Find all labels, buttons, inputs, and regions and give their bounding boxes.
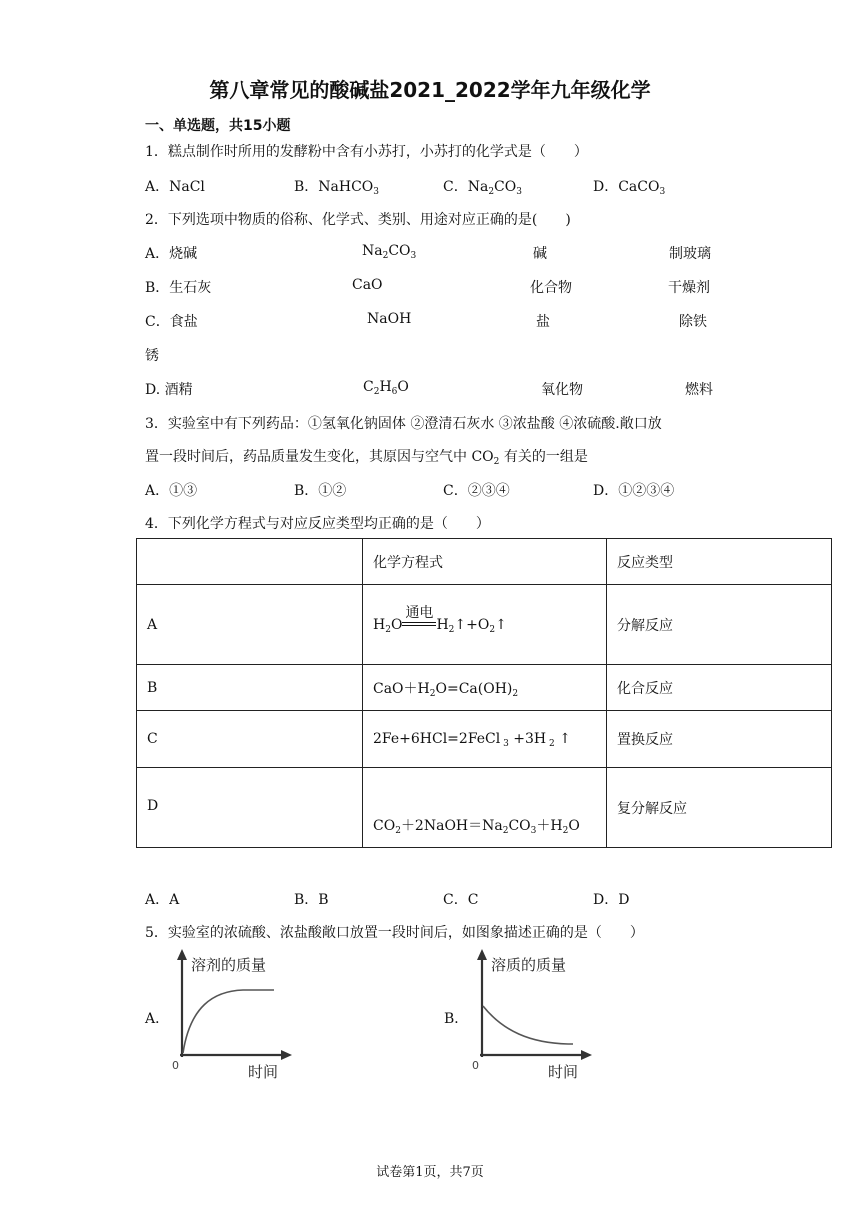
table-row bbox=[137, 711, 832, 768]
table-header-type: 反应类型 bbox=[607, 539, 832, 585]
type-b: 化合反应 bbox=[607, 665, 832, 711]
row-label: C bbox=[137, 711, 363, 768]
q3-stem-line1: 3．实验室中有下列药品：①氢氧化钠固体 ②澄清石灰水 ③浓盐酸 ④浓硫酸.敞口放 bbox=[145, 416, 662, 432]
graph-a-ylabel: 溶剂的质量 bbox=[191, 956, 267, 974]
table-row bbox=[137, 768, 832, 848]
q1-option-b: B．NaHCO$_3$ bbox=[294, 179, 380, 197]
q3-option-a: A．①③ bbox=[145, 483, 198, 499]
y-axis-arrow bbox=[477, 949, 487, 960]
table-header-equation: 化学方程式 bbox=[363, 539, 607, 585]
q2-row-b-formula: CaO bbox=[352, 277, 383, 293]
q4-stem: 4．下列化学方程式与对应反应类型均正确的是（ ） bbox=[145, 516, 490, 532]
table-header-row bbox=[137, 539, 832, 585]
y-axis-arrow bbox=[177, 949, 187, 960]
q4-option-b: B．B bbox=[294, 892, 329, 908]
row-label: B bbox=[137, 665, 363, 711]
q1-option-a: A．NaCl bbox=[145, 179, 205, 195]
q5-option-a-label: A． bbox=[145, 1011, 170, 1027]
q2-stem: 2．下列选项中物质的俗称、化学式、类别、用途对应正确的是( ) bbox=[145, 212, 571, 228]
q2-row-c-type: 盐 bbox=[536, 314, 550, 330]
row-label: D bbox=[137, 768, 363, 848]
graph-b-origin: 0 bbox=[472, 1059, 479, 1072]
q3-option-c: C．②③④ bbox=[443, 483, 510, 499]
q5-stem: 5．实验室的浓硫酸、浓盐酸敞口放置一段时间后，如图象描述正确的是（ ） bbox=[145, 925, 644, 941]
graph-b-xlabel: 时间 bbox=[548, 1063, 579, 1081]
q4-option-c: C．C bbox=[443, 892, 479, 908]
equation-b: $CaO+H_2O=Ca(OH)_2$ bbox=[363, 665, 607, 711]
q3-option-b: B．①② bbox=[294, 483, 347, 499]
q2-row-c-label: C．食盐 bbox=[145, 314, 198, 330]
type-a: 分解反应 bbox=[607, 585, 832, 665]
x-axis-arrow bbox=[581, 1050, 592, 1060]
q4-option-a: A．A bbox=[145, 892, 180, 908]
equation-d: $CO_2+2NaOH=Na_2CO_3+H_2O$ bbox=[363, 768, 607, 848]
q1-option-d: D．CaCO$_3$ bbox=[593, 179, 666, 197]
q2-row-a-label: A．烧碱 bbox=[145, 246, 198, 262]
type-d: 复分解反应 bbox=[607, 768, 832, 848]
q4-table bbox=[136, 538, 832, 848]
q2-row-a-type: 碱 bbox=[533, 246, 547, 262]
q2-row-a-use: 制玻璃 bbox=[669, 246, 711, 262]
curve-b bbox=[483, 1006, 573, 1044]
page-title: 第八章常见的酸碱盐2021_2022学年九年级化学 bbox=[209, 78, 651, 102]
q1-stem: 1．糕点制作时所用的发酵粉中含有小苏打，小苏打的化学式是（ ） bbox=[145, 144, 588, 160]
equation-c: 2Fe+6HCl=2FeCl $_3$ +3H $_2$ ↑ bbox=[363, 711, 607, 768]
type-c: 置换反应 bbox=[607, 711, 832, 768]
q3-stem-line2: 置一段时间后，药品质量发生变化，其原因与空气中 $CO_2$ 有关的一组是 bbox=[145, 449, 588, 467]
q4-option-d: D．D bbox=[593, 892, 630, 908]
graph-b bbox=[468, 945, 598, 1085]
table-row bbox=[137, 665, 832, 711]
table-cell bbox=[137, 539, 363, 585]
q2-row-c-use: 除铁 bbox=[679, 314, 707, 330]
section-heading: 一、单选题，共15小题 bbox=[145, 118, 291, 134]
q2-row-c-use-wrap: 锈 bbox=[145, 348, 159, 364]
q2-row-b-label: B．生石灰 bbox=[145, 280, 212, 296]
q3-option-d: D．①②③④ bbox=[593, 483, 675, 499]
graph-a-origin: 0 bbox=[172, 1059, 179, 1072]
table-row bbox=[137, 585, 832, 665]
curve-a bbox=[183, 990, 274, 1053]
row-label: A bbox=[137, 585, 363, 665]
graph-a-xlabel: 时间 bbox=[248, 1063, 279, 1081]
graph-b-ylabel: 溶质的质量 bbox=[491, 956, 567, 974]
q5-option-b-label: B． bbox=[444, 1011, 469, 1027]
page-footer: 试卷第1页，共7页 bbox=[376, 1165, 484, 1180]
q2-row-d-type: 氧化物 bbox=[541, 382, 583, 398]
q2-row-a-formula: $Na_2CO_3$ bbox=[362, 243, 417, 261]
equation-a: $H_2O$ 通电 $H_2↑+O_2↑$ bbox=[363, 585, 607, 665]
x-axis-arrow bbox=[281, 1050, 292, 1060]
q1-option-c: C．$Na_2CO_3$ bbox=[443, 179, 522, 197]
q2-row-b-use: 干燥剂 bbox=[668, 280, 710, 296]
q2-row-b-type: 化合物 bbox=[530, 280, 572, 296]
graph-a bbox=[168, 945, 298, 1085]
q2-row-d-formula: $C_2H_6O$ bbox=[363, 379, 409, 397]
q2-row-c-formula: NaOH bbox=[367, 311, 412, 327]
q2-row-d-label: D. 酒精 bbox=[145, 382, 193, 398]
q2-row-d-use: 燃料 bbox=[685, 382, 713, 398]
condition-label: 通电 bbox=[405, 604, 434, 621]
